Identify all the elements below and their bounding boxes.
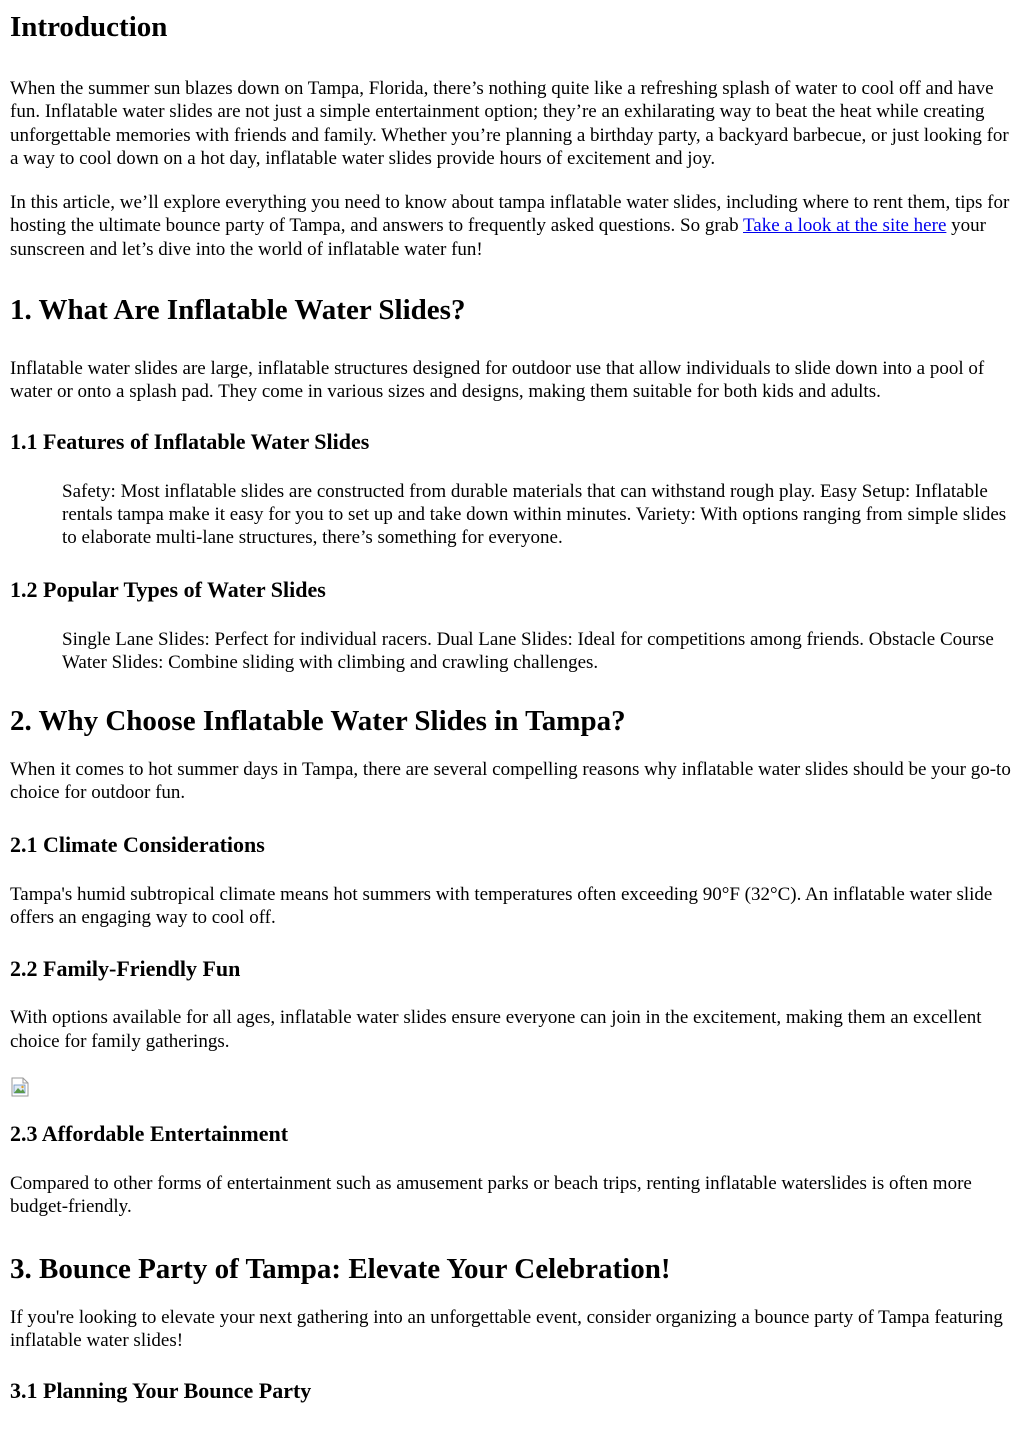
section-2-2-paragraph: With options available for all ages, inflatable water slides ensure everyone can join in the excitement, making them an excellent choice for family gatherings.	[10, 1007, 982, 1052]
intro-paragraph-2-text-end: your sunscreen and let’s dive into the world of inflatable water fun!	[10, 215, 986, 260]
article	[0, 10, 1024, 1404]
section-1-paragraph: Inflatable water slides are large, inflatable structures designed for outdoor use that allow individuals to slide down into a pool of water or onto a splash pad. They come in various sizes and designs, making them suitable for both kids and adults.	[10, 358, 985, 403]
section-1-heading: 1. What Are Inflatable Water Slides?	[10, 294, 466, 327]
broken-image	[10, 1077, 1016, 1097]
section-1-1-features: Safety: Most inflatable slides are constructed from durable materials that can withstand rough play. Easy Setup: Inflatable rentals tampa make it easy for you to set up and take down within minutes. Variety: With options ranging from simple slides to elaborate multi-lane structures, there’s something for everyone.	[62, 480, 1007, 549]
section-1-1-heading: 1.1 Features of Inflatable Water Slides	[10, 428, 370, 454]
section-2-2-heading: 2.2 Family-Friendly Fun	[10, 956, 241, 982]
section-3-1-heading: 3.1 Planning Your Bounce Party	[10, 1378, 312, 1404]
site-link[interactable]: Take a look at the site here	[743, 215, 947, 237]
intro-paragraph-1: When the summer sun blazes down on Tampa, Florida, there’s nothing quite like a refreshing splash of water to cool off and have fun. Inflatable water slides are not just a simple entertainment option; they’re an exhilarating way to beat the heat while creating unforgettable memories with friends and family. Whether you’re planning a birthday party, a backyard barbecue, or just looking for a way to cool down on a hot day, inflatable water slides provide hours of excitement and joy.	[10, 78, 1009, 169]
broken-image-icon	[10, 1077, 30, 1097]
section-2-paragraph: When it comes to hot summer days in Tampa, there are several compelling reasons why inflatable water slides should be your go-to choice for outdoor fun.	[10, 759, 1011, 804]
section-2-1-heading: 2.1 Climate Considerations	[10, 831, 265, 857]
section-2-1-paragraph: Tampa's humid subtropical climate means hot summers with temperatures often exceeding 90°F (32°C). An inflatable water slide offers an engaging way to cool off.	[10, 883, 993, 929]
section-2-heading: 2. Why Choose Inflatable Water Slides in Tampa?	[10, 705, 626, 738]
section-3-heading: 3. Bounce Party of Tampa: Elevate Your Celebration!	[10, 1252, 671, 1285]
section-2-3-paragraph: Compared to other forms of entertainment such as amusement parks or beach trips, renting inflatable waterslides is often more budget-friendly.	[10, 1172, 972, 1218]
intro-heading: Introduction	[10, 11, 168, 43]
section-1-2-types: Single Lane Slides: Perfect for individual racers. Dual Lane Slides: Ideal for competitions among friends. Obstacle Course Water Slides: Combine sliding with climbing and crawling challenges.	[62, 628, 994, 673]
intro-paragraph-2-text-start: In this article, we’ll explore everything you need to know about tampa inflatable water slides, including where to rent them, tips for hosting the ultimate bounce party of Tampa, and answers to frequently asked questions. So grab	[10, 192, 1010, 237]
section-2-3-heading: 2.3 Affordable Entertainment	[10, 1120, 289, 1146]
section-3-paragraph: If you're looking to elevate your next gathering into an unforgettable event, consider organizing a bounce party of Tampa featuring inflatable water slides!	[10, 1306, 1003, 1351]
section-1-2-heading: 1.2 Popular Types of Water Slides	[10, 576, 326, 602]
intro-paragraph-2	[10, 191, 1016, 261]
